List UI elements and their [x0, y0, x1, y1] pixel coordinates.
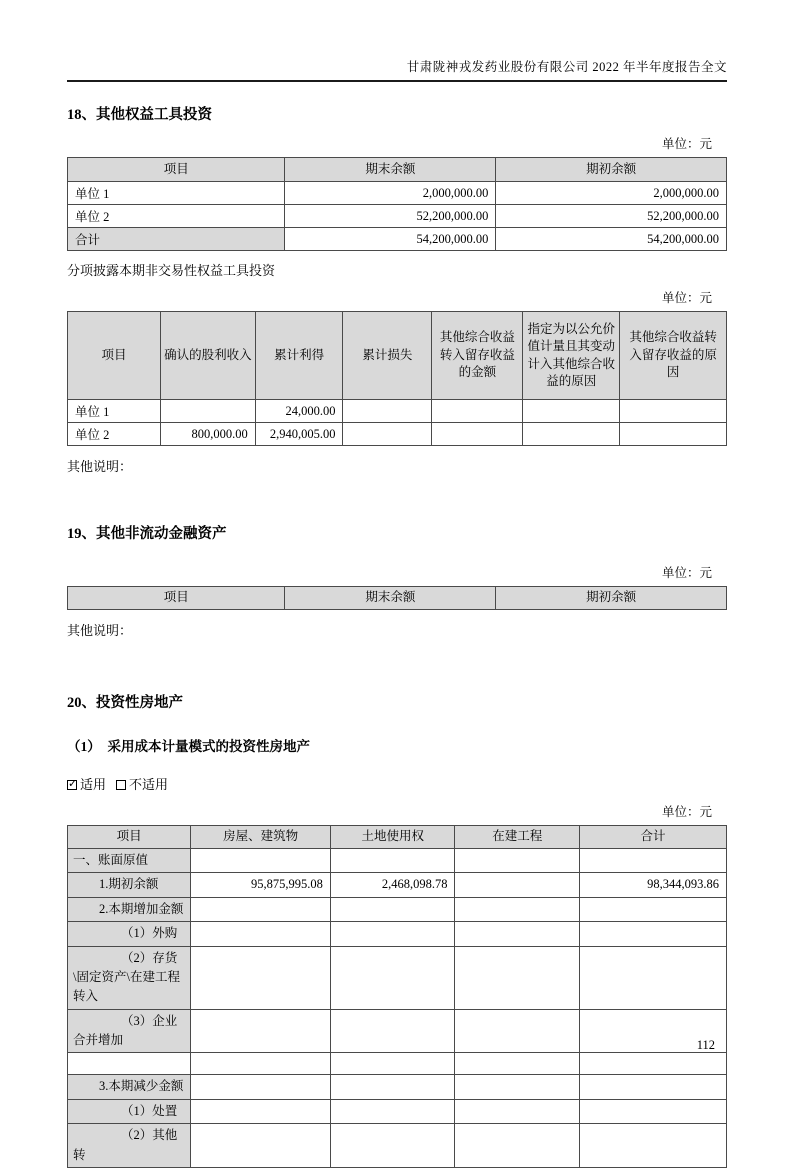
cell-value	[432, 423, 523, 446]
row-label: 单位 2	[68, 205, 285, 228]
cell-value	[330, 1124, 455, 1168]
unit-label: 单位：元	[661, 291, 712, 305]
cell-value	[343, 400, 432, 423]
cell-value	[580, 849, 727, 873]
cell-value	[523, 400, 620, 423]
row-label: 单位 1	[68, 182, 285, 205]
section-20-title: 20、投资性房地产	[67, 695, 183, 711]
cell-value: 2,000,000.00	[496, 182, 727, 205]
cell-value	[191, 1009, 331, 1053]
table-row	[68, 423, 727, 446]
cell-value	[580, 1099, 727, 1123]
column-header: 累计损失	[343, 312, 432, 400]
cell-value	[455, 1099, 580, 1123]
non-trading-equity-detail-table	[67, 311, 727, 446]
cell-value	[330, 922, 455, 946]
row-label: 1.期初余额	[68, 873, 191, 897]
cell-value	[330, 897, 455, 921]
cell-value	[191, 897, 331, 921]
column-header: 合计	[580, 826, 727, 849]
column-header: 项目	[68, 158, 285, 182]
cell-value: 24,000.00	[255, 400, 343, 423]
row-label: 2.本期增加金额	[68, 897, 191, 921]
table-row	[68, 1099, 727, 1123]
column-header: 期初余额	[496, 158, 727, 182]
row-label: 单位 2	[68, 423, 161, 446]
table-header-row	[68, 587, 727, 610]
table-row	[68, 400, 727, 423]
cell-value	[191, 1124, 331, 1168]
table-row	[68, 849, 727, 873]
column-header: 其他综合收益转入留存收益的金额	[432, 312, 523, 400]
table-row	[68, 873, 727, 897]
row-label: （2）其他转	[68, 1124, 191, 1168]
cell-value	[580, 946, 727, 1009]
other-notes-label: 其他说明：	[67, 623, 133, 638]
cell-value: 95,875,995.08	[191, 873, 331, 897]
cell-value	[455, 849, 580, 873]
section-20-subtitle: （1） 采用成本计量模式的投资性房地产	[67, 739, 310, 754]
column-header: 期末余额	[285, 587, 496, 610]
column-header: 累计利得	[255, 312, 343, 400]
applicable-option	[67, 777, 106, 792]
row-label: （1）处置	[68, 1099, 191, 1123]
table-header-row	[68, 312, 727, 400]
table-row	[68, 922, 727, 946]
column-header: 房屋、建筑物	[191, 826, 331, 849]
investment-property-cost-table	[67, 825, 727, 1168]
row-label: 单位 1	[68, 400, 161, 423]
other-noncurrent-financial-assets-table	[67, 586, 727, 610]
cell-value	[455, 922, 580, 946]
cell-value	[330, 946, 455, 1009]
cell-value	[330, 1075, 455, 1099]
page-number: 112	[696, 1038, 715, 1052]
cell-value: 2,000,000.00	[285, 182, 496, 205]
column-header: 确认的股利收入	[160, 312, 255, 400]
table-row	[68, 1053, 727, 1075]
unchecked-checkbox-icon	[116, 780, 126, 790]
applicability-row	[67, 774, 727, 793]
cell-value	[191, 1075, 331, 1099]
cell-value	[523, 423, 620, 446]
column-header: 期末余额	[285, 158, 496, 182]
cell-value	[620, 400, 727, 423]
not-applicable-option	[116, 777, 168, 792]
column-header: 在建工程	[455, 826, 580, 849]
unit-label: 单位：元	[661, 137, 712, 151]
cell-value: 98,344,093.86	[580, 873, 727, 897]
row-label	[68, 1053, 191, 1075]
equity-instrument-summary-table	[67, 157, 727, 251]
cell-value: 800,000.00	[160, 423, 255, 446]
cell-value	[580, 1053, 727, 1075]
section-18-title: 18、其他权益工具投资	[67, 107, 212, 123]
cell-value	[160, 400, 255, 423]
section-19-title: 19、其他非流动金融资产	[67, 526, 227, 542]
cell-value	[455, 897, 580, 921]
cell-value	[191, 849, 331, 873]
column-header: 项目	[68, 312, 161, 400]
cell-value	[330, 849, 455, 873]
table-row	[68, 1075, 727, 1099]
table-row	[68, 228, 727, 251]
cell-value	[620, 423, 727, 446]
row-label: （3）企业合并增加	[68, 1009, 191, 1053]
cell-value	[330, 1099, 455, 1123]
cell-value	[191, 1053, 331, 1075]
table-row	[68, 1124, 727, 1168]
table-row	[68, 946, 727, 1009]
applicable-label: 适用	[80, 777, 107, 792]
table-row	[68, 205, 727, 228]
row-label: 一、账面原值	[68, 849, 191, 873]
column-header: 期初余额	[496, 587, 727, 610]
unit-label: 单位：元	[661, 566, 712, 580]
cell-value: 52,200,000.00	[285, 205, 496, 228]
cell-value	[191, 922, 331, 946]
table-header-row	[68, 826, 727, 849]
column-header: 项目	[68, 826, 191, 849]
report-page	[67, 0, 727, 1168]
table-row	[68, 1009, 727, 1053]
table-header-row	[68, 158, 727, 182]
column-header: 指定为以公允价值计量且其变动计入其他综合收益的原因	[523, 312, 620, 400]
not-applicable-label: 不适用	[129, 777, 169, 792]
cell-value: 54,200,000.00	[496, 228, 727, 251]
other-notes-label: 其他说明：	[67, 459, 133, 474]
column-header: 项目	[68, 587, 285, 610]
cell-value	[343, 423, 432, 446]
row-label: （2）存货\固定资产\在建工程转入	[68, 946, 191, 1009]
cell-value	[330, 1009, 455, 1053]
row-label: 3.本期减少金额	[68, 1075, 191, 1099]
cell-value	[580, 922, 727, 946]
cell-value	[455, 1075, 580, 1099]
cell-value: 2,940,005.00	[255, 423, 343, 446]
cell-value: 2,468,098.78	[330, 873, 455, 897]
cell-value	[330, 1053, 455, 1075]
cell-value: 52,200,000.00	[496, 205, 727, 228]
cell-value	[455, 946, 580, 1009]
cell-value: 54,200,000.00	[285, 228, 496, 251]
table-row	[68, 182, 727, 205]
cell-value	[580, 897, 727, 921]
checked-checkbox-icon	[67, 780, 77, 790]
row-label: 合计	[68, 228, 285, 251]
unit-label: 单位：元	[661, 805, 712, 819]
cell-value	[455, 1053, 580, 1075]
report-header: 甘肃陇神戎发药业股份有限公司 2022 年半年度报告全文	[67, 57, 727, 82]
cell-value	[455, 1009, 580, 1053]
column-header: 其他综合收益转入留存收益的原因	[620, 312, 727, 400]
cell-value	[455, 873, 580, 897]
row-label: （1）外购	[68, 922, 191, 946]
cell-value	[191, 1099, 331, 1123]
cell-value	[455, 1124, 580, 1168]
column-header: 土地使用权	[330, 826, 455, 849]
cell-value	[580, 1124, 727, 1168]
disclosure-note: 分项披露本期非交易性权益工具投资	[67, 263, 276, 278]
cell-value	[580, 1075, 727, 1099]
table-row	[68, 897, 727, 921]
cell-value	[432, 400, 523, 423]
cell-value	[191, 946, 331, 1009]
